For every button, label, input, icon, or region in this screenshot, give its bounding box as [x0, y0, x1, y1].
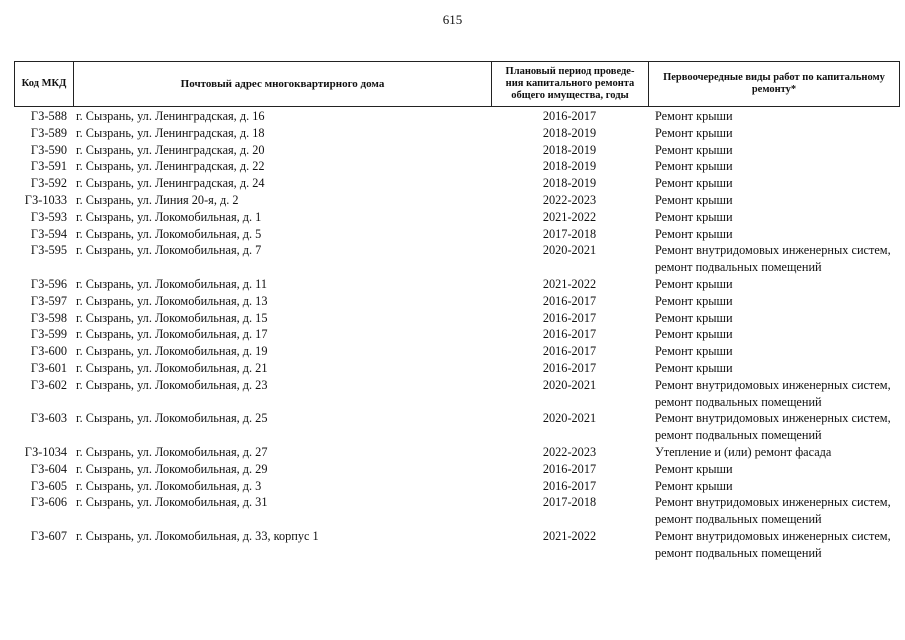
- table-row: [14, 377, 900, 411]
- table-row: [14, 242, 900, 276]
- cell-period: 2018-2019: [542, 142, 597, 157]
- cell-code: ГЗ-606: [30, 495, 67, 510]
- cell-address: г. Сызрань, ул. Локомобильная, д. 15: [76, 310, 268, 325]
- cell-code: ГЗ-589: [30, 125, 67, 140]
- cell-works-line: Ремонт крыши: [655, 293, 733, 308]
- table-row: [14, 310, 900, 327]
- table-row: [14, 478, 900, 495]
- header-address: Почтовый адрес многоквартирного дома: [73, 62, 491, 106]
- cell-address: г. Сызрань, ул. Локомобильная, д. 11: [76, 276, 268, 291]
- cell-works-line: Ремонт крыши: [655, 226, 733, 241]
- header-period: [491, 62, 648, 106]
- cell-works-line: Ремонт внутридомовых инженерных систем,: [655, 411, 891, 426]
- cell-address: г. Сызрань, ул. Локомобильная, д. 19: [76, 344, 268, 359]
- cell-works: [648, 175, 900, 192]
- table-row: [14, 461, 900, 478]
- cell-works: [648, 377, 900, 411]
- table-row: [14, 326, 900, 343]
- table-row: [14, 209, 900, 226]
- cell-works-line: Ремонт крыши: [655, 327, 733, 342]
- table-row: [14, 494, 900, 528]
- cell-works: [648, 444, 900, 461]
- cell-period: 2020-2021: [542, 243, 597, 258]
- table-row: [14, 108, 900, 125]
- cell-period: 2022-2023: [542, 444, 597, 459]
- cell-works: [648, 276, 900, 293]
- cell-period: 2018-2019: [542, 176, 597, 191]
- page-number: 615: [442, 12, 463, 27]
- cell-works: [648, 192, 900, 209]
- cell-code: ГЗ-598: [30, 310, 67, 325]
- table-row: [14, 528, 900, 562]
- header-works: [648, 62, 900, 106]
- cell-code: ГЗ-599: [30, 327, 67, 342]
- cell-works: [648, 478, 900, 495]
- table-row: [14, 410, 900, 444]
- cell-period: 2020-2021: [542, 411, 597, 426]
- cell-address: г. Сызрань, ул. Линия 20-я, д. 2: [76, 192, 239, 207]
- table-row: [14, 276, 900, 293]
- cell-works: [648, 461, 900, 478]
- cell-works: [648, 142, 900, 159]
- table-row: [14, 444, 900, 461]
- cell-works-line: Ремонт крыши: [655, 142, 733, 157]
- cell-code: ГЗ-602: [30, 377, 67, 392]
- header-period-line: общего имущества, годы: [511, 90, 629, 101]
- cell-period: 2016-2017: [542, 478, 597, 493]
- cell-works: [648, 125, 900, 142]
- cell-works-line: Ремонт крыши: [655, 109, 733, 123]
- cell-works-line: ремонт подвальных помещений: [655, 394, 822, 409]
- table-row: [14, 175, 900, 192]
- cell-period: 2016-2017: [542, 310, 597, 325]
- cell-address: г. Сызрань, ул. Локомобильная, д. 31: [76, 495, 268, 510]
- cell-works-line: Ремонт крыши: [655, 276, 733, 291]
- cell-works: [648, 310, 900, 327]
- cell-code: ГЗ-593: [30, 209, 67, 224]
- cell-works: [648, 326, 900, 343]
- cell-code: ГЗ-594: [30, 226, 67, 241]
- table-row: [14, 226, 900, 243]
- cell-works: [648, 494, 900, 528]
- cell-works-line: ремонт подвальных помещений: [655, 428, 822, 443]
- cell-period: 2021-2022: [542, 209, 597, 224]
- cell-address: г. Сызрань, ул. Локомобильная, д. 29: [76, 461, 268, 476]
- table-row: [14, 343, 900, 360]
- cell-works: [648, 528, 900, 562]
- cell-period: 2016-2017: [542, 461, 597, 476]
- cell-address: г. Сызрань, ул. Локомобильная, д. 13: [76, 293, 268, 308]
- cell-period: 2018-2019: [542, 125, 597, 140]
- cell-period: 2016-2017: [542, 109, 597, 123]
- header-works-line: Первоочередные виды работ по капитальному: [663, 72, 885, 83]
- cell-works-line: Ремонт внутридомовых инженерных систем,: [655, 377, 891, 392]
- cell-address: г. Сызрань, ул. Локомобильная, д. 23: [76, 377, 268, 392]
- cell-works: [648, 158, 900, 175]
- cell-address: г. Сызрань, ул. Локомобильная, д. 3: [76, 478, 262, 493]
- cell-works-line: Ремонт внутридомовых инженерных систем,: [655, 243, 891, 258]
- cell-works-line: Ремонт крыши: [655, 360, 733, 375]
- cell-period: 2017-2018: [542, 226, 597, 241]
- cell-period: 2017-2018: [542, 495, 597, 510]
- cell-works-line: Утепление и (или) ремонт фасада: [655, 444, 832, 459]
- table-header: [14, 61, 900, 107]
- cell-works-line: Ремонт внутридомовых инженерных систем,: [655, 495, 891, 510]
- cell-period: 2016-2017: [542, 344, 597, 359]
- table-row: [14, 142, 900, 159]
- cell-works-line: ремонт подвальных помещений: [655, 545, 822, 560]
- table-row: [14, 158, 900, 175]
- cell-period: 2016-2017: [542, 360, 597, 375]
- cell-code: ГЗ-1033: [24, 192, 67, 207]
- cell-address: г. Сызрань, ул. Локомобильная, д. 25: [76, 411, 268, 426]
- cell-works: [648, 293, 900, 310]
- table-row: [14, 293, 900, 310]
- cell-works-line: Ремонт крыши: [655, 176, 733, 191]
- table-row: [14, 125, 900, 142]
- header-period-line: Плановый период проведе-: [505, 66, 635, 77]
- cell-period: 2022-2023: [542, 192, 597, 207]
- cell-works: [648, 209, 900, 226]
- cell-address: г. Сызрань, ул. Локомобильная, д. 7: [76, 243, 262, 258]
- header-works-line: ремонту*: [751, 84, 797, 95]
- cell-code: ГЗ-591: [30, 159, 67, 174]
- header-code: Код МКД: [14, 62, 73, 106]
- cell-address: г. Сызрань, ул. Ленинградская, д. 16: [76, 109, 265, 123]
- cell-works-line: Ремонт крыши: [655, 461, 733, 476]
- cell-code: ГЗ-597: [30, 293, 67, 308]
- cell-code: ГЗ-1034: [24, 444, 67, 459]
- cell-works: [648, 343, 900, 360]
- table-body: [14, 107, 900, 562]
- cell-code: ГЗ-596: [30, 276, 67, 291]
- cell-address: г. Сызрань, ул. Локомобильная, д. 1: [76, 209, 262, 224]
- cell-works-line: Ремонт крыши: [655, 192, 733, 207]
- cell-code: ГЗ-600: [30, 344, 67, 359]
- cell-works: [648, 226, 900, 243]
- cell-code: ГЗ-595: [30, 243, 67, 258]
- capital-repair-table: [14, 61, 900, 562]
- cell-works: [648, 242, 900, 276]
- cell-period: 2018-2019: [542, 159, 597, 174]
- cell-period: 2021-2022: [542, 528, 597, 543]
- cell-code: ГЗ-592: [30, 176, 67, 191]
- cell-code: ГЗ-590: [30, 142, 67, 157]
- cell-works-line: ремонт подвальных помещений: [655, 512, 822, 527]
- cell-code: ГЗ-601: [30, 360, 67, 375]
- cell-works-line: Ремонт крыши: [655, 125, 733, 140]
- cell-address: г. Сызрань, ул. Локомобильная, д. 5: [76, 226, 262, 241]
- table-row: [14, 192, 900, 209]
- cell-address: г. Сызрань, ул. Ленинградская, д. 22: [76, 159, 265, 174]
- cell-address: г. Сызрань, ул. Ленинградская, д. 20: [76, 142, 265, 157]
- cell-address: г. Сызрань, ул. Ленинградская, д. 18: [76, 125, 265, 140]
- cell-code: ГЗ-607: [30, 528, 67, 543]
- cell-works: [648, 108, 900, 125]
- cell-works-line: Ремонт крыши: [655, 478, 733, 493]
- cell-works-line: Ремонт крыши: [655, 310, 733, 325]
- cell-works-line: ремонт подвальных помещений: [655, 260, 822, 275]
- table-row: [14, 360, 900, 377]
- cell-address: г. Сызрань, ул. Локомобильная, д. 27: [76, 444, 268, 459]
- cell-period: 2016-2017: [542, 327, 597, 342]
- cell-works-line: Ремонт крыши: [655, 209, 733, 224]
- cell-address: г. Сызрань, ул. Ленинградская, д. 24: [76, 176, 265, 191]
- cell-period: 2021-2022: [542, 276, 597, 291]
- header-period-line: ния капитального ремонта: [505, 78, 635, 89]
- cell-code: ГЗ-588: [30, 109, 67, 123]
- cell-code: ГЗ-603: [30, 411, 67, 426]
- cell-code: ГЗ-604: [30, 461, 67, 476]
- cell-address: г. Сызрань, ул. Локомобильная, д. 21: [76, 360, 268, 375]
- cell-works: [648, 410, 900, 444]
- cell-address: г. Сызрань, ул. Локомобильная, д. 17: [76, 327, 268, 342]
- cell-period: 2016-2017: [542, 293, 597, 308]
- cell-works-line: Ремонт крыши: [655, 344, 733, 359]
- cell-code: ГЗ-605: [30, 478, 67, 493]
- cell-works-line: Ремонт крыши: [655, 159, 733, 174]
- cell-period: 2020-2021: [542, 377, 597, 392]
- cell-works-line: Ремонт внутридомовых инженерных систем,: [655, 528, 891, 543]
- cell-works: [648, 360, 900, 377]
- cell-address: г. Сызрань, ул. Локомобильная, д. 33, корпус 1: [76, 528, 319, 543]
